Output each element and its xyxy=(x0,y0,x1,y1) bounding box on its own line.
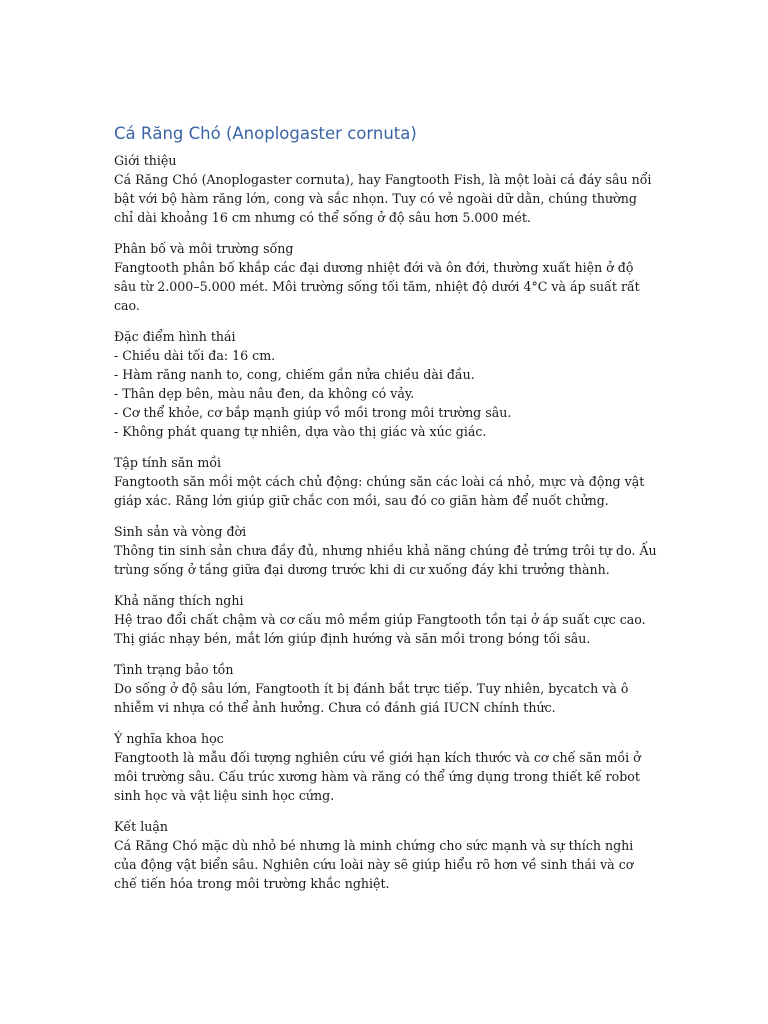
section-hunting xyxy=(114,453,659,510)
section-body: Fangtooth săn mồi một cách chủ động: chúng săn các loài cá nhỏ, mực và động vật giáp xác. Răng lớn giúp giữ chắc con mồi, sau đó co giãn hàm để nuốt chửng. xyxy=(114,474,645,508)
section-body: Fangtooth là mẫu đối tượng nghiên cứu về giới hạn kích thước và cơ chế săn mồi ở môi trường sâu. Cấu trúc xương hàm và răng có thể ứng dụng trong thiết kế robot sinh học và vật liệu sinh học cứng. xyxy=(114,750,641,803)
section-heading: Khả năng thích nghi xyxy=(114,593,244,608)
bullet-item: - Thân dẹp bên, màu nâu đen, da không có vảy. xyxy=(114,386,415,401)
section-heading: Đặc điểm hình thái xyxy=(114,329,236,344)
document-page xyxy=(114,123,659,905)
section-body: Cá Răng Chó (Anoplogaster cornuta), hay Fangtooth Fish, là một loài cá đáy sâu nổi bật với bộ hàm răng lớn, cong và sắc nhọn. Tuy có vẻ ngoài dữ dằn, chúng thường chỉ dài khoảng 16 cm nhưng có thể sống ở độ sâu hơn 5.000 mét. xyxy=(114,172,652,225)
section-heading: Kết luận xyxy=(114,819,168,834)
section-heading: Sinh sản và vòng đời xyxy=(114,524,247,539)
section-heading: Ý nghĩa khoa học xyxy=(114,731,224,746)
section-science xyxy=(114,729,659,805)
bullet-item: - Không phát quang tự nhiên, dựa vào thị giác và xúc giác. xyxy=(114,424,487,439)
section-body: Hệ trao đổi chất chậm và cơ cấu mô mềm giúp Fangtooth tồn tại ở áp suất cực cao. Thị giác nhạy bén, mắt lớn giúp định hướng và săn mồi trong bóng tối sâu. xyxy=(114,612,646,646)
section-heading: Tình trạng bảo tồn xyxy=(114,662,234,677)
section-heading: Phân bố và môi trường sống xyxy=(114,241,294,256)
section-heading: Tập tính săn mồi xyxy=(114,455,222,470)
section-conservation xyxy=(114,660,659,717)
section-body: Thông tin sinh sản chưa đầy đủ, nhưng nhiều khả năng chúng đẻ trứng trôi tự do. Ấu trùng sống ở tầng giữa đại dương trước khi di cư xuống đáy khi trưởng thành. xyxy=(114,543,657,577)
bullet-item: - Chiều dài tối đa: 16 cm. xyxy=(114,348,276,363)
bullet-item: - Hàm răng nanh to, cong, chiếm gần nửa chiều dài đầu. xyxy=(114,367,475,382)
document-title: Cá Răng Chó (Anoplogaster cornuta) xyxy=(114,124,417,143)
section-body: Fangtooth phân bố khắp các đại dương nhiệt đới và ôn đới, thường xuất hiện ở độ sâu từ 2.000–5.000 mét. Môi trường sống tối tăm, nhiệt độ dưới 4°C và áp suất rất cao. xyxy=(114,260,640,313)
section-intro xyxy=(114,151,659,227)
section-conclusion xyxy=(114,817,659,893)
section-distribution xyxy=(114,239,659,315)
section-reproduction xyxy=(114,522,659,579)
bullet-item: - Cơ thể khỏe, cơ bắp mạnh giúp vồ mồi trong môi trường sâu. xyxy=(114,405,512,420)
section-heading: Giới thiệu xyxy=(114,153,177,168)
section-morphology xyxy=(114,327,659,441)
section-adaptation xyxy=(114,591,659,648)
section-body: Do sống ở độ sâu lớn, Fangtooth ít bị đánh bắt trực tiếp. Tuy nhiên, bycatch và ô nhiễm vi nhựa có thể ảnh hưởng. Chưa có đánh giá IUCN chính thức. xyxy=(114,681,629,715)
section-body: Cá Răng Chó mặc dù nhỏ bé nhưng là minh chứng cho sức mạnh và sự thích nghi của động vật biển sâu. Nghiên cứu loài này sẽ giúp hiểu rõ hơn về sinh thái và cơ chế tiến hóa trong môi trường khắc nghiệt. xyxy=(114,838,634,891)
